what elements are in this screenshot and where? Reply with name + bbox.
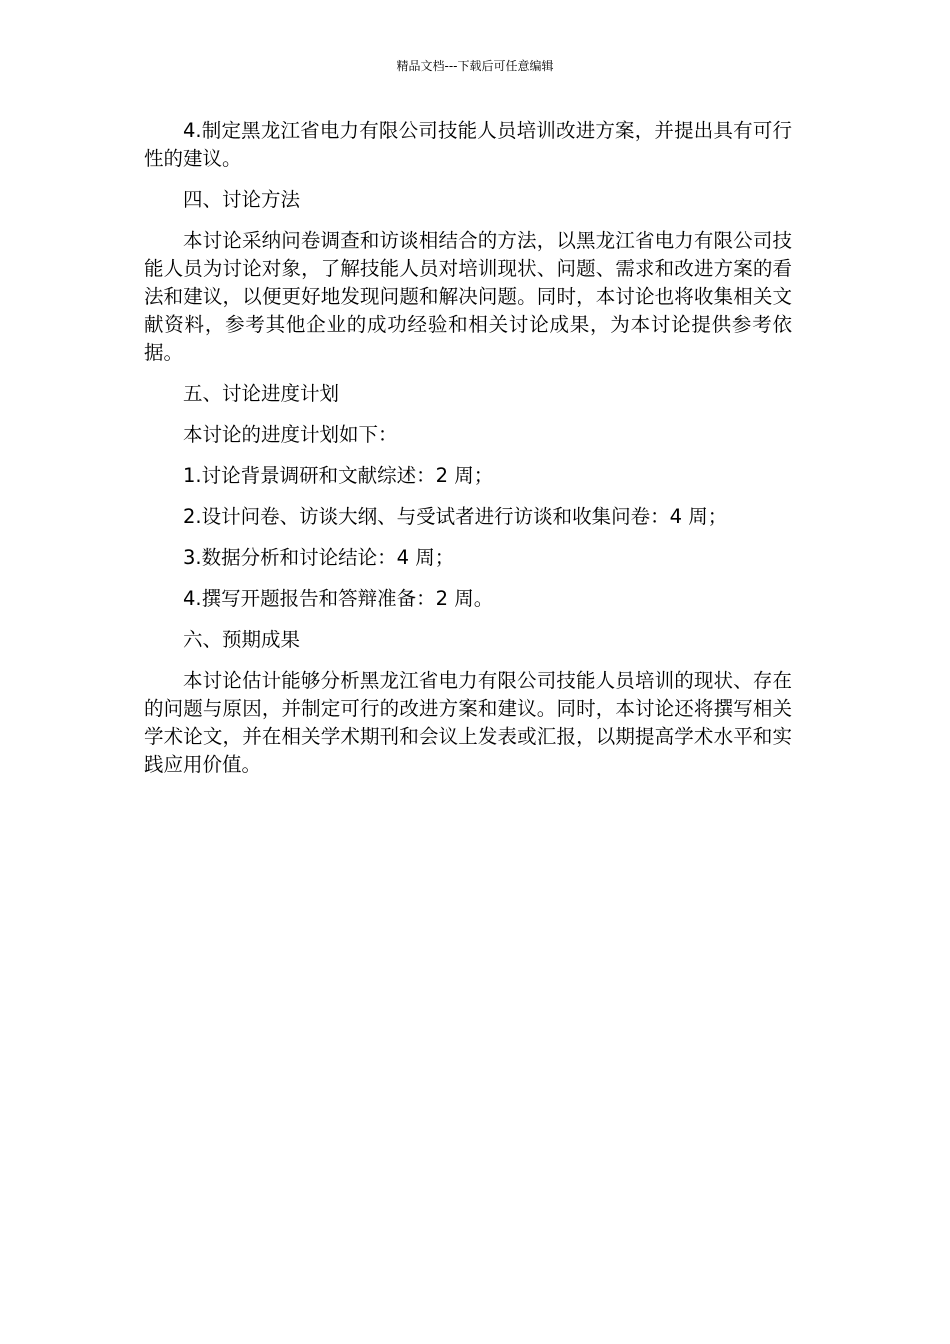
section-heading-outcomes: 六、预期成果 bbox=[183, 628, 301, 651]
page-header: 精品文档---下载后可任意编辑 bbox=[396, 59, 554, 73]
schedule-item-4: 4.撰写开题报告和答辩准备：2 周。 bbox=[183, 587, 494, 610]
schedule-item-2: 2.设计问卷、访谈大纲、与受试者进行访谈和收集问卷：4 周； bbox=[183, 505, 728, 528]
paragraph-outcomes: 本讨论估计能够分析黑龙江省电力有限公司技能人员培训的现状、存在的问题与原因，并制定可行的改进方案和建议。同时，本讨论还将撰写相关学术论文，并在相关学术期刊和会议上发表或汇报，以期提高学术水平和实践应用价值。 bbox=[144, 669, 792, 776]
paragraph-objective-4: 4.制定黑龙江省电力有限公司技能人员培训改进方案，并提出具有可行性的建议。 bbox=[144, 119, 792, 170]
paragraph-schedule-intro: 本讨论的进度计划如下： bbox=[183, 423, 398, 446]
schedule-item-1: 1.讨论背景调研和文献综述：2 周； bbox=[183, 464, 494, 487]
section-heading-methods: 四、讨论方法 bbox=[183, 188, 301, 211]
section-heading-schedule: 五、讨论进度计划 bbox=[183, 382, 340, 405]
schedule-item-3: 3.数据分析和讨论结论：4 周； bbox=[183, 546, 455, 569]
paragraph-methods: 本讨论采纳问卷调查和访谈相结合的方法，以黑龙江省电力有限公司技能人员为讨论对象，了解技能人员对培训现状、问题、需求和改进方案的看法和建议，以便更好地发现问题和解决问题。同时，本讨论也将收集相关文献资料，参考其他企业的成功经验和相关讨论成果，为本讨论提供参考依据。 bbox=[144, 229, 792, 364]
document-body bbox=[144, 117, 792, 792]
